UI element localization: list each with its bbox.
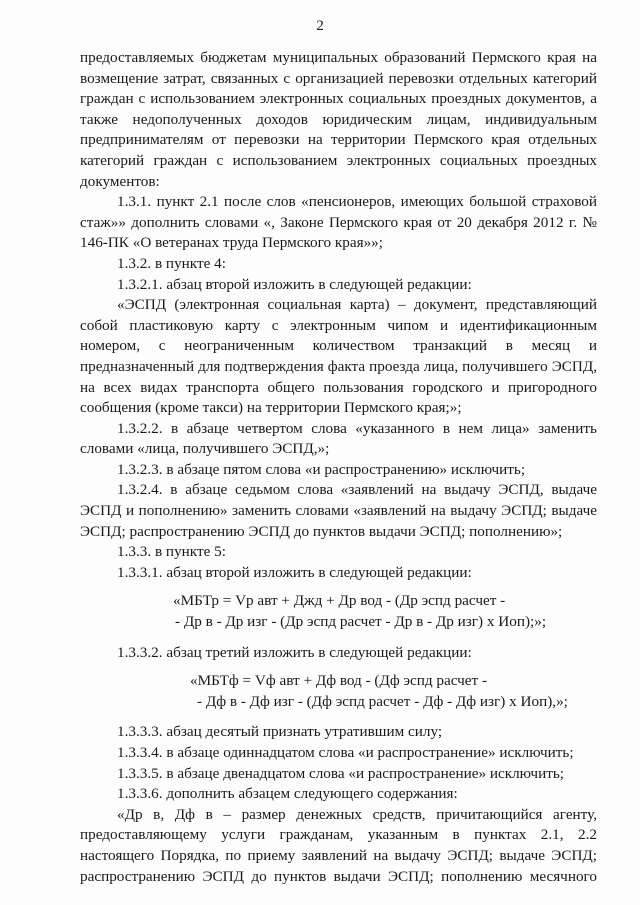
paragraph-1-3-2-4: 1.3.2.4. в абзаце седьмом слова «заявлений на выдачу ЭСПД, выдаче ЭСПД и пополнению» заменить словами «заявлений на выдачу ЭСПД; выдаче ЭСПД; распространению ЭСПД до пунктов выдачи ЭСПД; пополнению»; [80, 481, 597, 540]
paragraph-agent-definition: «Др в, Дф в – размер денежных средств, причитающийся агенту, предоставляющему услуги гражданам, указанным в пунктах 2.1, 2.2 настоящего Порядка, по приему заявлений на выдачу ЭСПД; выдаче ЭСПД; распространению ЭСПД до пунктов выдачи ЭСПД; пополнению месячного [80, 805, 597, 885]
paragraph-1-3-2-3: 1.3.2.3. в абзаце пятом слова «и распространению» исключить; [117, 460, 526, 478]
paragraph-1-3-2-1: 1.3.2.1. абзац второй изложить в следующей редакции: [117, 275, 472, 293]
paragraph-1-3-3-6: 1.3.3.6. дополнить абзацем следующего содержания: [117, 785, 458, 803]
document-body [80, 48, 597, 887]
paragraph-1-3-1: 1.3.1. пункт 2.1 после слов «пенсионеров, имеющих большой страховой стаж»» дополнить словами «, Законе Пермского края от 20 декабря 2012 г. № 146-ПК «О ветеранах труда Пермского края»»; [80, 193, 597, 252]
paragraph-1-3-2: 1.3.2. в пункте 4: [117, 254, 226, 272]
paragraph-intro: предоставляемых бюджетам муниципальных образований Пермского края на возмещение затрат, связанных с организацией перевозки отдельных категорий граждан с использованием электронных социальных проездных документов, а также недополученных доходов юридическим лицам, индивидуальным предпринимателям от перевозки на территории Пермского края отдельных категорий граждан с использованием электронных социальных проездных документов: [80, 49, 597, 190]
paragraph-1-3-3-5: 1.3.3.5. в абзаце двенадцатом слова «и распространение» исключить; [117, 764, 564, 782]
paragraph-espd-definition: «ЭСПД (электронная социальная карта) – документ, представляющий собой пластиковую карту с электронным чипом и идентификационным номером, с неограниченным количеством транзакций в месяц и предназначенный для подтверждения факта проезда лица, получившего ЭСПД, на всех видах транспорта общего пользования городского и пригородного сообщения (кроме такси) на территории Пермского края;»; [80, 296, 597, 417]
formula-mbtf-line-1: «МБТф = Vф авт + Дф вод - (Дф эспд расчет - [190, 672, 488, 690]
paragraph-1-3-3-2: 1.3.3.2. абзац третий изложить в следующей редакции: [117, 643, 472, 661]
paragraph-1-3-3-1: 1.3.3.1. абзац второй изложить в следующей редакции: [117, 563, 472, 581]
formula-mbtf-line-2: - Дф в - Дф изг - (Дф эспд расчет - Дф - Дф изг) x Иоп),»; [197, 692, 568, 710]
formula-mbtr-line-1: «МБТр = Vр авт + Джд + Др вод - (Др эспд расчет - [173, 592, 506, 610]
paragraph-1-3-3-4: 1.3.3.4. в абзаце одиннадцатом слова «и распространение» исключить; [117, 744, 574, 761]
paragraph-1-3-3: 1.3.3. в пункте 5: [117, 543, 226, 561]
formula-mbtr-line-2: - Др в - Др изг - (Др эспд расчет - Др в - Др изг) x Иоп);»; [175, 613, 547, 631]
paragraph-1-3-3-3: 1.3.3.3. абзац десятый признать утратившим силу; [117, 723, 443, 741]
paragraph-1-3-2-2: 1.3.2.2. в абзаце четвертом слова «указанного в нем лица» заменить словами «лица, получившего ЭСПД,»; [80, 419, 597, 458]
page-number: 2 [316, 17, 324, 34]
